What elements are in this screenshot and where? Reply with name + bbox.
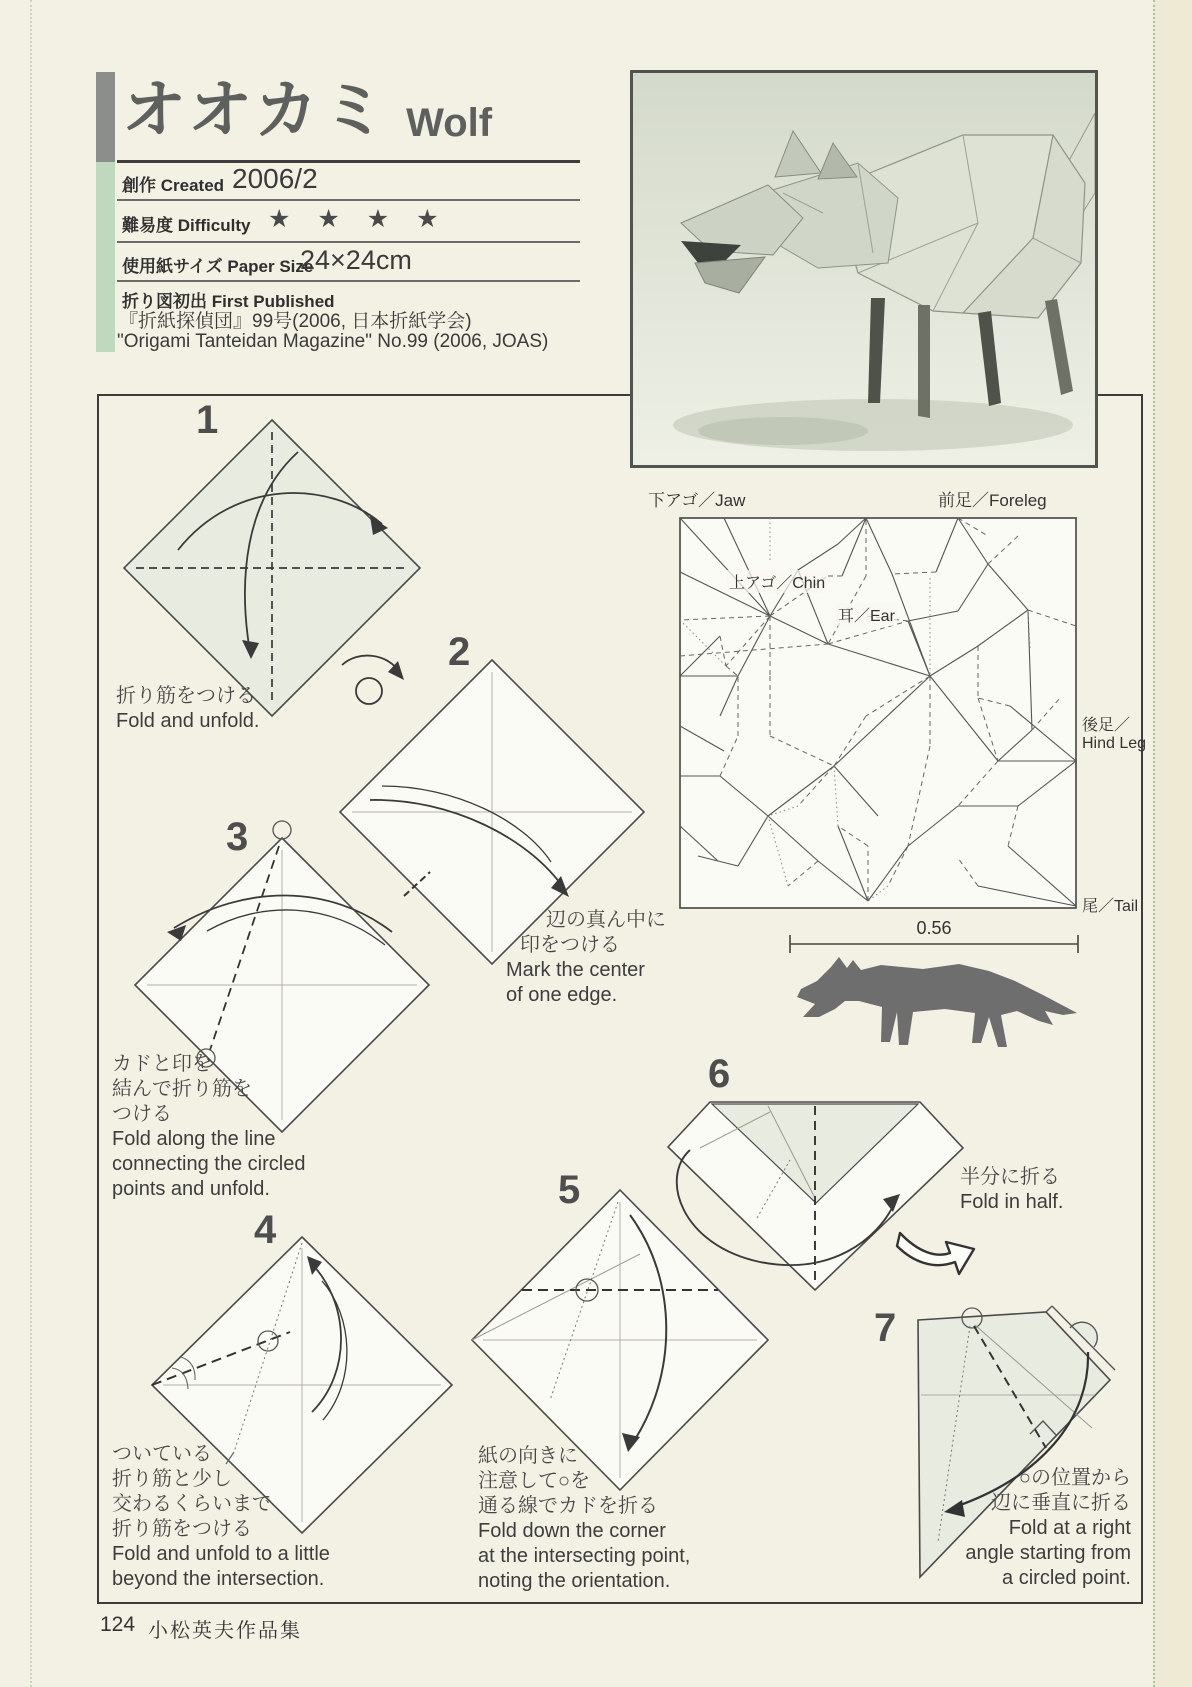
page-number: 124 <box>100 1613 136 1636</box>
cp-label-foreleg: 前足／Foreleg <box>938 491 1047 510</box>
first-published-line1: 『折紙探偵団』99号(2006, 日本折紙学会) <box>119 311 472 332</box>
cp-label-tail: 尾／Tail <box>1082 898 1139 915</box>
caption-en-line: at the intersecting point, <box>478 1545 691 1567</box>
page-title <box>122 66 492 154</box>
caption-ja-line: 紙の向きに <box>478 1445 578 1467</box>
caption-ja-line: 注意して○を <box>478 1470 591 1492</box>
paper-size-label-ja: 使用紙サイズ <box>122 257 223 276</box>
caption-ja-line: 半分に折る <box>960 1166 1060 1188</box>
caption-en-line: beyond the intersection. <box>112 1568 325 1590</box>
step-2-number: 2 <box>448 630 471 674</box>
caption-ja-line: カドと印を <box>112 1053 212 1075</box>
caption-en-line: of one edge. <box>506 984 618 1006</box>
caption-ja-line: 折り筋と少し <box>112 1468 232 1490</box>
caption-en-line: Fold along the line <box>112 1128 276 1150</box>
paper-size-label <box>122 252 313 277</box>
step-7-number: 7 <box>874 1306 897 1350</box>
step-1-diagram <box>124 420 420 716</box>
caption-ja-line: ○の位置から <box>1018 1467 1131 1489</box>
step-3-number: 3 <box>226 815 249 859</box>
paper-size-label-en: Paper Size <box>227 257 314 276</box>
caption-ja-line: 折り筋をつける <box>112 1518 252 1540</box>
model-title-english: Wolf <box>406 101 493 145</box>
row-rule-3 <box>117 280 580 282</box>
caption-ja-line: 辺の真ん中に <box>546 909 666 931</box>
caption-en-line: Fold in half. <box>960 1191 1064 1213</box>
created-label-ja: 創作 <box>122 176 156 195</box>
first-published-label-ja: 折り図初出 <box>122 292 207 311</box>
caption-en-line: angle starting from <box>965 1542 1131 1564</box>
cp-label-hind-leg <box>1082 712 1146 753</box>
cp-label-chin: 上アゴ／Chin <box>727 570 827 593</box>
caption-ja-line: 交わるくらいまで <box>112 1493 272 1515</box>
book-title: 小松英夫作品集 <box>148 1620 302 1642</box>
step-6-number: 6 <box>708 1052 731 1096</box>
wolf-model-image <box>633 73 1095 465</box>
step-1-caption <box>116 684 259 734</box>
paper-size-value: 24×24cm <box>300 245 412 275</box>
step-4-number: 4 <box>254 1208 277 1252</box>
step-1-number: 1 <box>196 398 219 442</box>
created-label <box>122 171 224 196</box>
cp-label-hind-leg-en: Hind Leg <box>1082 735 1147 752</box>
caption-en-line: Fold at a right <box>1008 1517 1131 1539</box>
step-4-caption <box>112 1442 330 1592</box>
caption-ja-line: 印をつける <box>520 934 620 956</box>
title-rule <box>117 160 580 163</box>
caption-en-line: a circled point. <box>1002 1567 1131 1589</box>
caption-en-line: connecting the circled <box>112 1153 306 1175</box>
caption-ja-line: 辺に垂直に折る <box>991 1492 1131 1514</box>
first-published-label-en: First Published <box>211 292 335 311</box>
title-accent-bar-dark <box>96 72 115 162</box>
cp-label-hind-leg-ja: 後足／ <box>1082 717 1131 734</box>
step-5-number: 5 <box>558 1168 581 1212</box>
model-title-japanese: オオカミ <box>122 74 391 146</box>
row-rule-1 <box>117 199 580 201</box>
caption-en-line: Fold down the corner <box>478 1520 666 1542</box>
step-5-caption <box>478 1444 690 1594</box>
caption-en-line: noting the orientation. <box>478 1570 671 1592</box>
caption-ja-line: ついている <box>112 1443 212 1465</box>
caption-ja-line: 結んで折り筋を <box>112 1078 252 1100</box>
difficulty-label-ja: 難易度 <box>122 216 173 235</box>
caption-en-line: Fold and unfold to a little <box>112 1543 330 1565</box>
next-step-arrow-icon <box>897 1233 974 1274</box>
caption-en-line: Mark the center <box>506 959 645 981</box>
created-label-en: Created <box>160 176 225 195</box>
step-3-caption <box>112 1052 305 1202</box>
caption-ja-line: 折り筋をつける <box>116 685 256 707</box>
step-6-caption <box>960 1165 1063 1215</box>
step-2-caption <box>506 908 666 1008</box>
cp-label-jaw: 下アゴ／Jaw <box>648 491 746 510</box>
finished-model-photo <box>630 70 1098 468</box>
caption-en-line: points and unfold. <box>112 1178 270 1200</box>
caption-ja-line: 通る線でカドを折る <box>478 1495 658 1517</box>
wolf-silhouette <box>797 957 1077 1047</box>
title-accent-bar-green <box>96 162 115 352</box>
rotate-icon <box>342 656 404 704</box>
caption-ja-line: つける <box>112 1103 172 1125</box>
created-value: 2006/2 <box>232 163 318 194</box>
step-7-caption <box>935 1466 1131 1591</box>
dimension-value: 0.56 <box>916 918 952 938</box>
cp-label-ear: 耳／Ear <box>836 603 897 626</box>
first-published-line2: "Origami Tanteidan Magazine" No.99 (2006, JOAS) <box>117 331 549 352</box>
difficulty-label-en: Difficulty <box>177 216 251 235</box>
difficulty-label <box>122 211 250 236</box>
row-rule-2 <box>117 241 580 243</box>
caption-en-line: Fold and unfold. <box>116 710 260 732</box>
difficulty-stars: ★ ★ ★ ★ <box>268 205 449 233</box>
